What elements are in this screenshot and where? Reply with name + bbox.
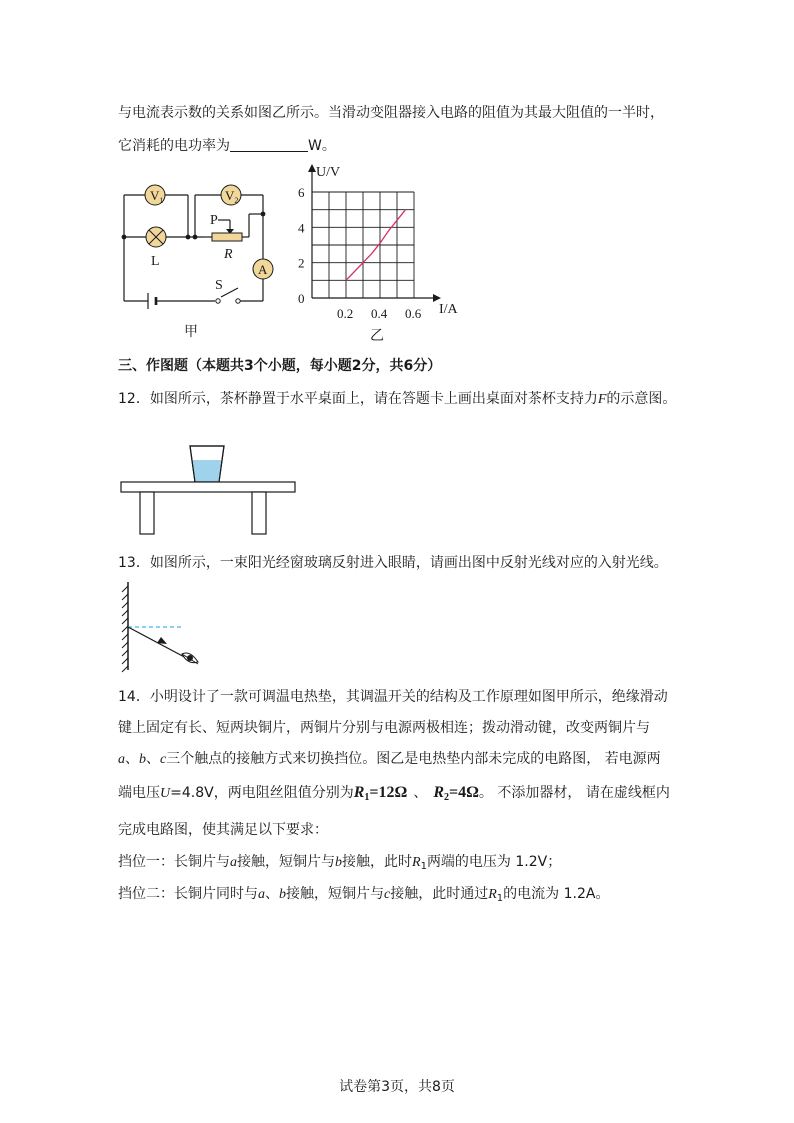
lamp-label: L (151, 254, 160, 269)
ui-graph (288, 160, 468, 352)
q14-line-5: 完成电路图，使其满足以下要求： (118, 822, 328, 838)
intro-line-1: 与电流表示数的关系如图乙所示。当滑动变阻器接入电路的阻值为其最大阻值的一半时， (118, 105, 664, 121)
q14-l4-val: =4.8V，两电阻丝阻值分别为 (170, 785, 354, 801)
rheostat (212, 233, 242, 241)
circuit-diagram (118, 172, 278, 342)
y-tick-label: 4 (298, 220, 305, 236)
q14-line-3 (118, 748, 661, 768)
q14-l4-post: 。 不添加器材， 请在虚线框内 (478, 785, 670, 801)
section-3-heading: 三、作图题（本题共3个小题，每小题2分，共6分） (118, 358, 442, 374)
q14-line-4 (118, 782, 670, 803)
y-tick-label: 0 (298, 291, 305, 306)
q14-line-3-rest: 三个触点的接触方式来切换挡位。图乙是电热垫内部未完成的电路图， 若电源两 (166, 751, 661, 767)
q12-var: F (597, 392, 607, 407)
x-axis-label: I/A (439, 302, 458, 317)
y-axis-arrow (308, 164, 316, 172)
reflected-ray (128, 627, 190, 660)
caption-jia: 甲 (184, 325, 198, 340)
x-axis-arrow (433, 294, 441, 302)
contact-b: b (139, 752, 146, 767)
x-tick-label: 0.2 (337, 306, 354, 321)
q12-text (118, 388, 676, 408)
rheostat-label: R (224, 247, 233, 262)
page-footer: 试卷第3页，共8页 (339, 1079, 455, 1095)
contact-c: c (160, 752, 167, 767)
slider-label: P (210, 213, 218, 228)
q13-text: 13．如图所示，一束阳光经窗玻璃反射进入眼睛，请画出图中反射光线对应的入射光线。 (118, 555, 668, 571)
switch-label: S (215, 278, 223, 293)
reflection-figure (118, 578, 218, 678)
x-tick-label: 0.6 (405, 306, 422, 321)
r2-formula: $R_2=4\Omega$ (433, 784, 479, 803)
voltage-symbol: U (160, 786, 171, 801)
y-tick-label: 6 (298, 185, 305, 200)
answer-blank[interactable] (230, 137, 308, 152)
q12-post: 的示意图。 (606, 391, 677, 407)
gear-2-text: 挡位二：长铜片同时与a、b接触，短铜片与c接触，此时通过$R_1$的电流为 1.2A。 (118, 886, 610, 904)
v1-sub: 1 (159, 196, 164, 205)
sep-1: 、 (125, 751, 139, 767)
q14-line-1: 14．小明设计了一款可调温电热垫，其调温开关的结构及工作原理如图甲所示，绝缘滑动 (118, 689, 668, 705)
v1-label: V (150, 188, 160, 203)
y-axis-label: U/V (316, 165, 341, 180)
ammeter-label: A (258, 262, 268, 277)
eye-icon (182, 653, 198, 664)
y-tick-label: 2 (298, 255, 305, 271)
q14-line-2: 键上固定有长、短两块铜片，两铜片分别与电源两极相连；拨动滑动键，改变两铜片与 (118, 720, 650, 736)
sep-2: 、 (146, 751, 160, 767)
intro-line-2 (118, 135, 336, 155)
v2-sub: 2 (234, 196, 239, 205)
caption-yi: 乙 (370, 329, 384, 344)
x-tick-label: 0.4 (371, 306, 388, 321)
teacup-table-figure (118, 440, 298, 540)
gear-1-text: 挡位一：长铜片与a接触，短铜片与b接触，此时$R_1$两端的电压为 1.2V； (118, 854, 562, 872)
table-top (121, 482, 295, 492)
q14-l4-pre: 端电压 (118, 785, 160, 801)
table-leg-right (252, 492, 266, 534)
q12-pre: 12．如图所示，茶杯静置于水平桌面上，请在答题卡上画出桌面对茶杯支持力 (118, 391, 598, 407)
v2-label: V (225, 188, 235, 203)
table-leg-left (140, 492, 154, 534)
contact-a: a (118, 752, 125, 767)
r1-formula: $R_1=12\Omega$ (353, 784, 408, 803)
intro-line-2-pre: 它消耗的电功率为 (118, 138, 230, 154)
q14-l4-sep: 、 (413, 785, 428, 801)
intro-line-2-post: W。 (308, 138, 336, 154)
